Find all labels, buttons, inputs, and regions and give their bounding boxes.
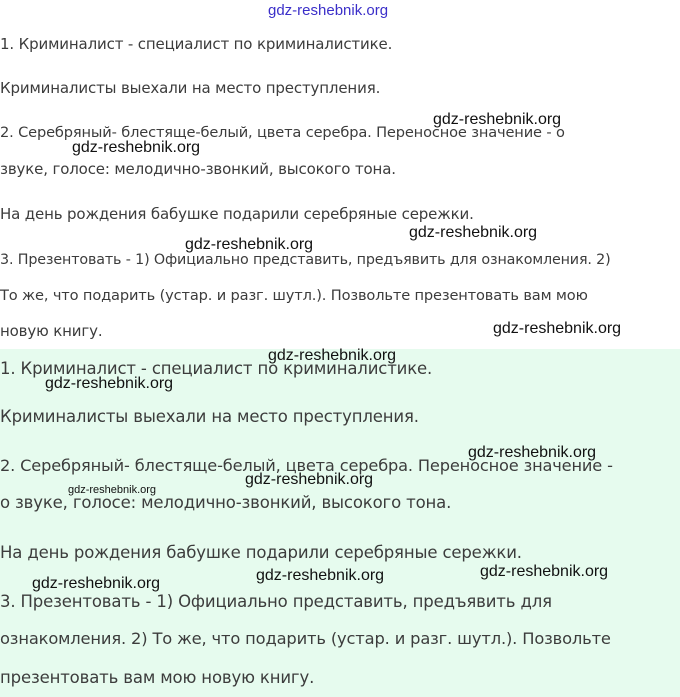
watermark: gdz-reshebnik.org xyxy=(268,347,397,364)
text-line: о звуке, голосе: мелодично-звонкий, высокого тона. xyxy=(0,493,452,512)
watermark: gdz-reshebnik.org xyxy=(409,224,538,241)
answer-block-highlighted xyxy=(0,349,680,697)
watermark-header: gdz-reshebnik.org xyxy=(268,2,389,19)
text-line: 1. Криминалист - специалист по криминалистике. xyxy=(0,35,393,53)
watermark: gdz-reshebnik.org xyxy=(45,375,174,392)
text-line: звуке, голосе: мелодично-звонкий, высокого тона. xyxy=(0,160,396,178)
text-line: 2. Серебряный- блестяще-белый, цвета серебра. Переносное значение - о xyxy=(0,124,565,141)
watermark: gdz-reshebnik.org xyxy=(468,444,597,461)
text-line: 3. Презентовать - 1) Официально представить, предъявить для xyxy=(0,592,552,611)
watermark: gdz-reshebnik.org xyxy=(32,575,161,592)
text-line: То же, что подарить (устар. и разг. шутл.). Позвольте презентовать вам мою xyxy=(0,287,588,304)
watermark: gdz-reshebnik.org xyxy=(256,567,385,584)
text-line: 3. Презентовать - 1) Официально представить, предъявить для ознакомления. 2) xyxy=(0,252,611,268)
text-line: На день рождения бабушке подарили серебряные сережки. xyxy=(0,543,522,562)
text-line: 1. Криминалист - специалист по криминалистике. xyxy=(0,359,433,378)
text-line: презентовать вам мою новую книгу. xyxy=(0,668,315,687)
watermark: gdz-reshebnik.org xyxy=(72,139,201,156)
text-line: новую книгу. xyxy=(0,322,103,340)
watermark: gdz-reshebnik.org xyxy=(433,111,562,128)
text-line: На день рождения бабушке подарили серебряные сережки. xyxy=(0,205,474,223)
watermark: gdz-reshebnik.org xyxy=(185,236,314,253)
watermark: gdz-reshebnik.org xyxy=(493,320,622,337)
watermark: gdz-reshebnik.org xyxy=(68,484,157,496)
watermark: gdz-reshebnik.org xyxy=(480,563,609,580)
text-line: 2. Серебряный- блестяще-белый, цвета серебра. Переносное значение - xyxy=(0,456,613,475)
text-line: ознакомления. 2) То же, что подарить (устар. и разг. шутл.). Позвольте xyxy=(0,629,611,648)
watermark: gdz-reshebnik.org xyxy=(245,471,374,488)
text-line: Криминалисты выехали на место преступления. xyxy=(0,79,381,97)
text-line: Криминалисты выехали на место преступления. xyxy=(0,407,419,426)
